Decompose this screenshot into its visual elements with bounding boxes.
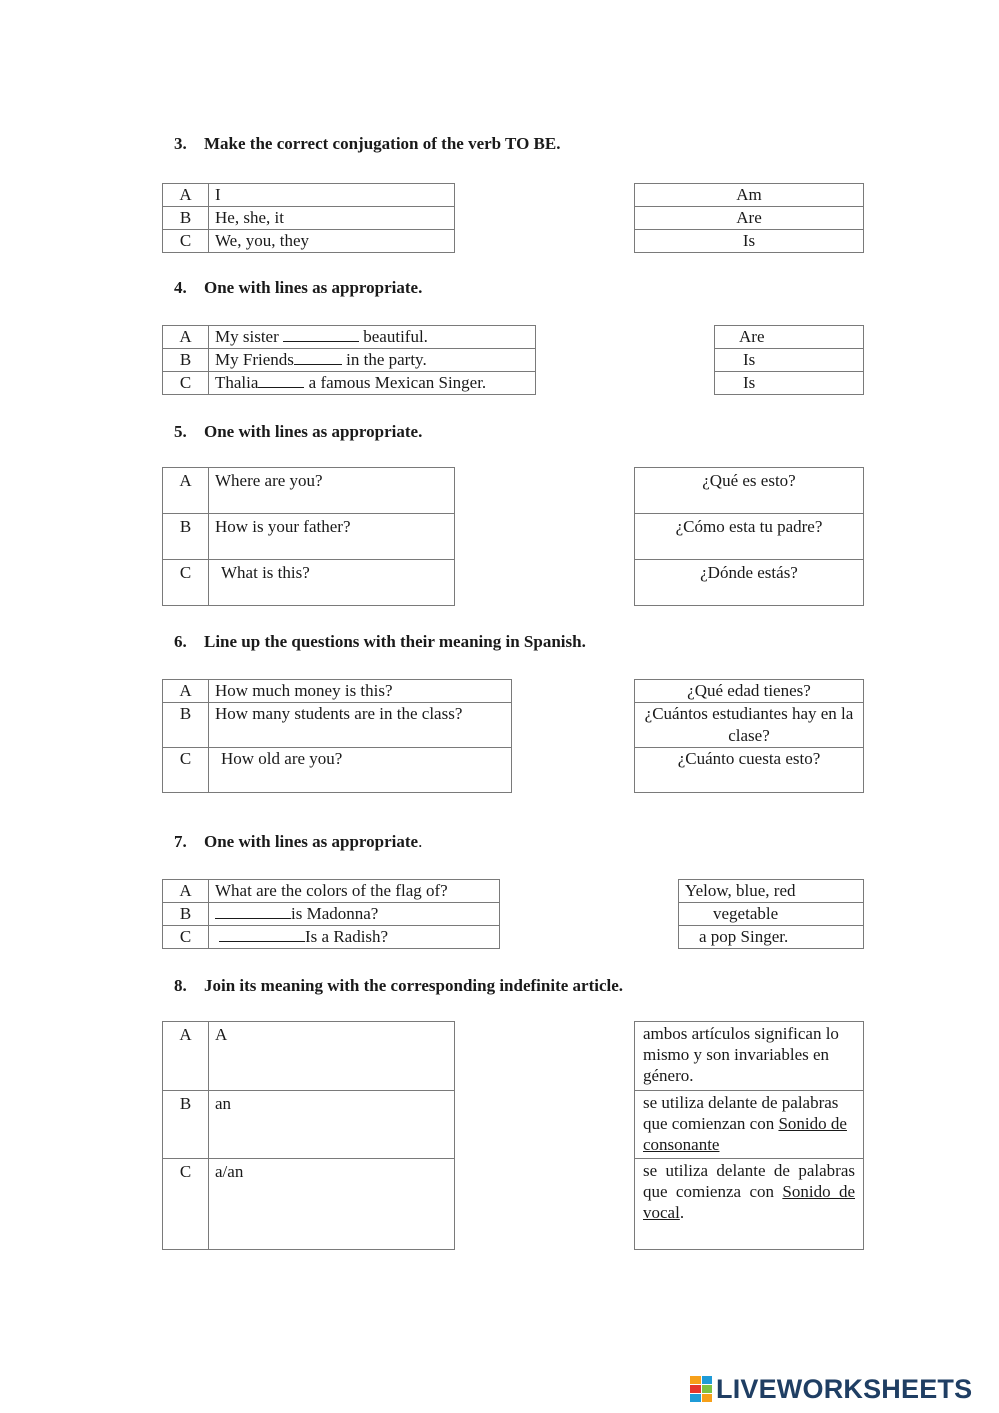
prompt-end: a famous Mexican Singer. xyxy=(308,373,487,392)
prompt-end: Is a Radish? xyxy=(305,927,389,946)
table-row xyxy=(635,207,864,230)
row-letter: A xyxy=(163,880,209,903)
answer-cell[interactable]: Are xyxy=(635,207,864,230)
section-8-left-table xyxy=(162,1021,455,1250)
prompt-cell: How old are you? xyxy=(209,748,512,793)
prompt-cell xyxy=(209,349,536,372)
table-row xyxy=(635,748,864,793)
section-6-title xyxy=(174,632,586,652)
table-row xyxy=(635,1022,864,1091)
prompt-start: My Friends xyxy=(215,350,294,369)
answer-cell[interactable]: Am xyxy=(635,184,864,207)
answer-cell[interactable]: vegetable xyxy=(679,903,864,926)
prompt-end: in the party. xyxy=(346,350,427,369)
answer-blank[interactable] xyxy=(219,926,305,942)
section-6-left-table xyxy=(162,679,512,793)
answer-cell[interactable]: ambos artículos significan lo mismo y son invariables en género. xyxy=(635,1022,864,1091)
answer-blank[interactable] xyxy=(294,349,342,365)
answer-cell[interactable]: a pop Singer. xyxy=(679,926,864,949)
prompt-cell xyxy=(209,926,500,949)
table-row xyxy=(635,468,864,514)
table-row xyxy=(163,703,512,748)
table-row xyxy=(635,514,864,560)
answer-cell[interactable]: ¿Cuántos estudiantes hay en la clase? xyxy=(635,703,864,748)
prompt-end: beautiful. xyxy=(363,327,428,346)
section-7-title xyxy=(174,832,422,852)
table-row xyxy=(163,903,500,926)
section-title-text: One with lines as appropriate. xyxy=(204,278,423,297)
row-letter: B xyxy=(163,207,209,230)
prompt-cell: What are the colors of the flag of? xyxy=(209,880,500,903)
section-number: 4. xyxy=(174,278,187,297)
answer-cell[interactable]: ¿Qué es esto? xyxy=(635,468,864,514)
section-3-right-table xyxy=(634,183,864,253)
prompt-cell: I xyxy=(209,184,455,207)
table-row xyxy=(163,1091,455,1159)
section-8-title xyxy=(174,976,623,996)
definition-underlined: Sonido de consonante xyxy=(643,1114,847,1154)
answer-blank[interactable] xyxy=(215,903,291,919)
section-number: 6. xyxy=(174,632,187,651)
answer-cell[interactable]: Is xyxy=(715,349,864,372)
row-letter: A xyxy=(163,680,209,703)
table-row xyxy=(635,1159,864,1250)
row-letter: B xyxy=(163,703,209,748)
section-number: 3. xyxy=(174,134,187,153)
answer-cell[interactable]: ¿Cuánto cuesta esto? xyxy=(635,748,864,793)
answer-cell[interactable]: Are xyxy=(715,326,864,349)
answer-cell[interactable]: Is xyxy=(635,230,864,253)
table-row xyxy=(163,230,455,253)
table-row xyxy=(163,207,455,230)
prompt-end: is Madonna? xyxy=(291,904,379,923)
table-row xyxy=(679,880,864,903)
prompt-cell: A xyxy=(209,1022,455,1091)
table-row xyxy=(163,926,500,949)
table-row xyxy=(163,184,455,207)
prompt-cell xyxy=(209,326,536,349)
prompt-cell: What is this? xyxy=(209,560,455,606)
definition-period: . xyxy=(679,1203,685,1222)
row-letter: B xyxy=(163,514,209,560)
prompt-start: Thalia xyxy=(215,373,259,392)
section-number: 8. xyxy=(174,976,187,995)
definition-text: se utiliza delante de palabras que comienza con xyxy=(643,1161,855,1201)
section-3-left-table xyxy=(162,183,455,253)
table-row xyxy=(715,372,864,395)
prompt-cell xyxy=(209,372,536,395)
section-4-left-table xyxy=(162,325,536,395)
prompt-cell: an xyxy=(209,1091,455,1159)
table-row xyxy=(163,680,512,703)
row-letter: A xyxy=(163,468,209,514)
row-letter: C xyxy=(163,926,209,949)
row-letter: C xyxy=(163,1159,209,1250)
section-5-right-table xyxy=(634,467,864,606)
table-row xyxy=(163,326,536,349)
table-row xyxy=(163,1159,455,1250)
row-letter: C xyxy=(163,748,209,793)
prompt-cell xyxy=(209,903,500,926)
row-letter: C xyxy=(163,560,209,606)
table-row xyxy=(635,1091,864,1159)
brand-name: LIVEWORKSHEETS xyxy=(716,1373,973,1404)
answer-cell[interactable] xyxy=(635,1091,864,1159)
answer-cell[interactable]: ¿Cómo esta tu padre? xyxy=(635,514,864,560)
section-5-left-table xyxy=(162,467,455,606)
section-3-title xyxy=(174,134,561,154)
row-letter: A xyxy=(163,184,209,207)
section-5-title xyxy=(174,422,422,442)
title-period: . xyxy=(418,832,423,851)
row-letter: B xyxy=(163,1091,209,1159)
table-row xyxy=(679,903,864,926)
definition-underlined: Sonido de vocal xyxy=(643,1182,856,1222)
row-letter: C xyxy=(163,230,209,253)
section-4-right-table xyxy=(714,325,864,395)
section-7-right-table xyxy=(678,879,864,949)
section-number: 7. xyxy=(174,832,187,851)
table-row xyxy=(635,184,864,207)
prompt-start: My sister xyxy=(215,327,279,346)
table-row xyxy=(163,880,500,903)
table-row xyxy=(163,560,455,606)
table-row xyxy=(635,560,864,606)
row-letter: A xyxy=(163,326,209,349)
table-row xyxy=(715,349,864,372)
table-row xyxy=(715,326,864,349)
answer-cell[interactable]: ¿Dónde estás? xyxy=(635,560,864,606)
definition-text: se utiliza delante de palabras que comienzan con xyxy=(643,1093,839,1133)
answer-cell[interactable] xyxy=(635,1159,864,1250)
table-row xyxy=(163,349,536,372)
answer-cell[interactable]: ¿Qué edad tienes? xyxy=(635,680,864,703)
table-row xyxy=(679,926,864,949)
table-row xyxy=(163,748,512,793)
prompt-cell: He, she, it xyxy=(209,207,455,230)
liveworksheets-logo xyxy=(690,1374,972,1404)
answer-cell[interactable]: Yelow, blue, red xyxy=(679,880,864,903)
answer-blank[interactable] xyxy=(283,326,359,342)
table-row xyxy=(635,230,864,253)
section-8-right-table xyxy=(634,1021,864,1250)
section-4-title xyxy=(174,278,422,298)
table-row xyxy=(163,372,536,395)
section-title-text: Join its meaning with the corresponding indefinite article. xyxy=(204,976,624,995)
row-letter: C xyxy=(163,372,209,395)
prompt-cell: Where are you? xyxy=(209,468,455,514)
section-title-text: Line up the questions with their meaning in Spanish. xyxy=(204,632,586,651)
prompt-cell: a/an xyxy=(209,1159,455,1250)
section-number: 5. xyxy=(174,422,187,441)
section-6-right-table xyxy=(634,679,864,793)
table-row xyxy=(635,703,864,748)
table-row xyxy=(163,514,455,560)
answer-cell[interactable]: Is xyxy=(715,372,864,395)
table-row xyxy=(163,468,455,514)
table-row xyxy=(163,1022,455,1091)
section-title-text: Make the correct conjugation of the verb TO BE. xyxy=(204,134,561,153)
answer-blank[interactable] xyxy=(258,372,304,388)
prompt-cell: We, you, they xyxy=(209,230,455,253)
row-letter: A xyxy=(163,1022,209,1091)
section-title-text: One with lines as appropriate xyxy=(204,832,419,851)
liveworksheets-logo-icon xyxy=(690,1376,712,1402)
table-row xyxy=(635,680,864,703)
prompt-cell: How many students are in the class? xyxy=(209,703,512,748)
prompt-cell: How much money is this? xyxy=(209,680,512,703)
row-letter: B xyxy=(163,903,209,926)
prompt-cell: How is your father? xyxy=(209,514,455,560)
row-letter: B xyxy=(163,349,209,372)
section-title-text: One with lines as appropriate. xyxy=(204,422,423,441)
section-7-left-table xyxy=(162,879,500,949)
